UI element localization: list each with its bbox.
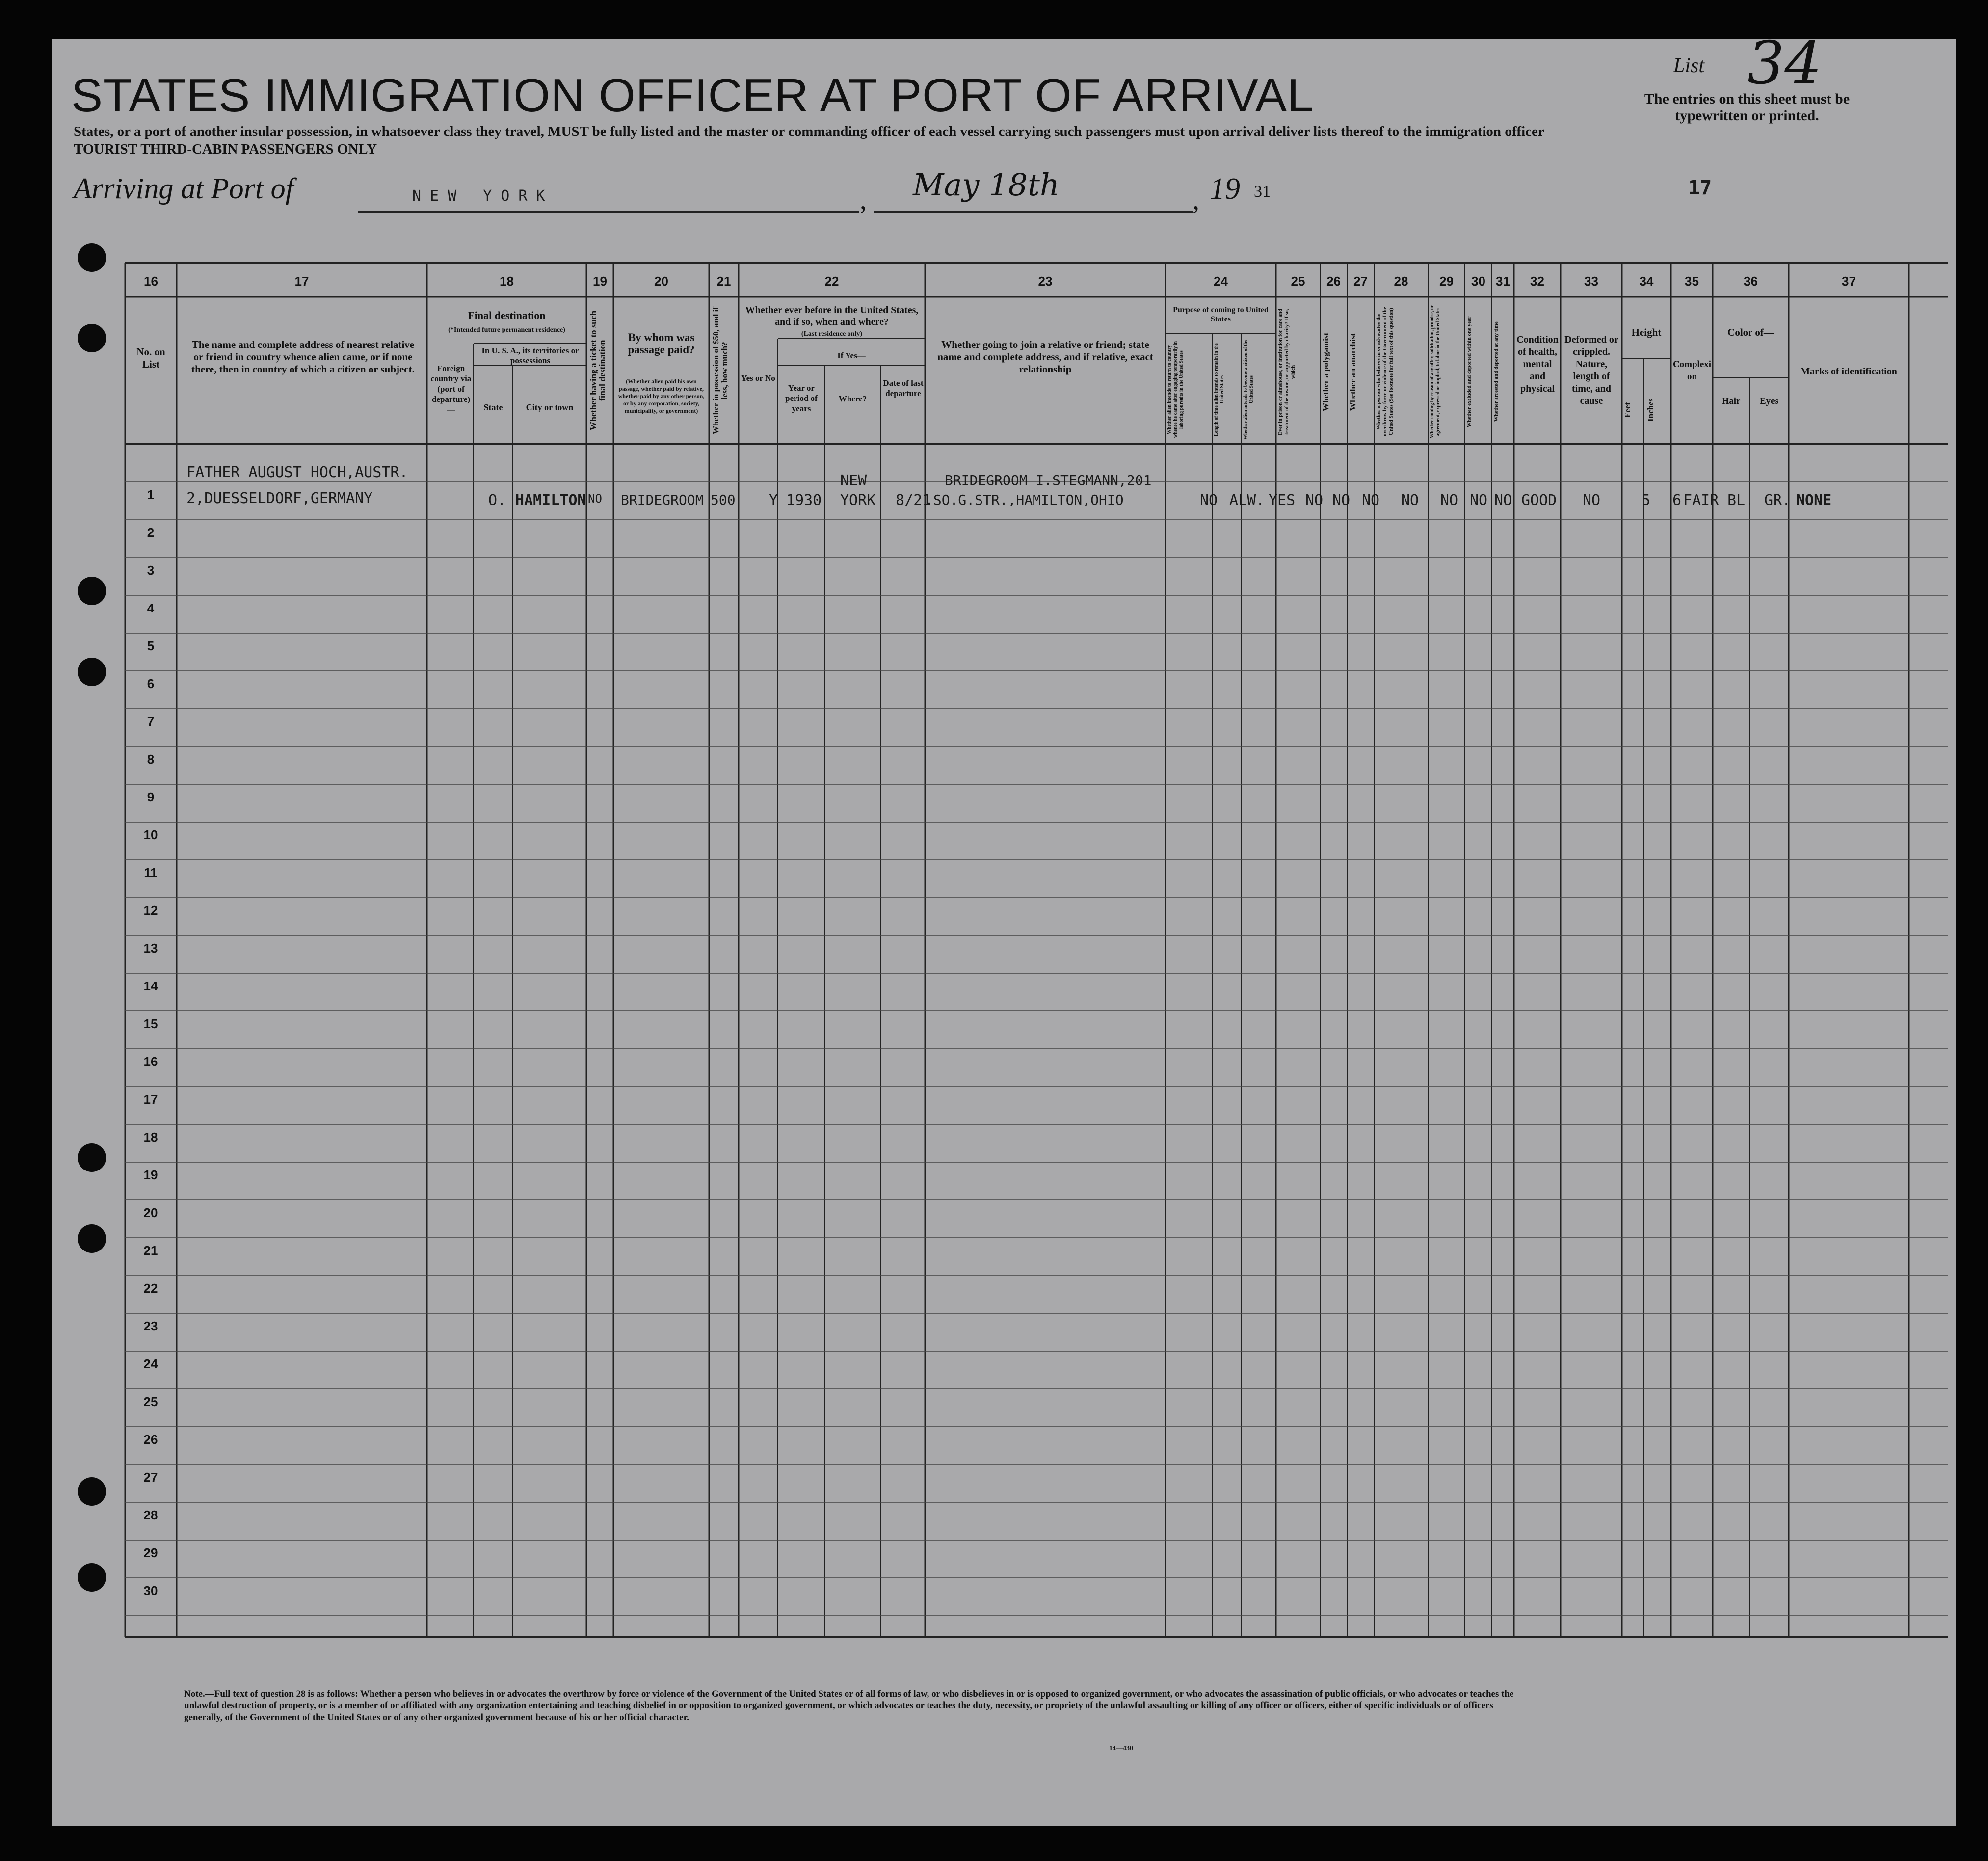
col-num-21: 21 — [716, 274, 731, 289]
col-num-37: 37 — [1842, 274, 1856, 289]
anarchist-value: NO — [1362, 492, 1380, 509]
length-value: ALW. — [1229, 492, 1265, 509]
list-note: The entries on this sheet must be typewritten or printed. — [1644, 91, 1850, 124]
join-line-2: .SO.G.STR.,HAMILTON,OHIO — [925, 492, 1124, 508]
relative-line-1: FATHER AUGUST HOCH,AUSTR. — [186, 464, 408, 481]
header-in-usa: In U. S. A., its territories or possessions — [481, 346, 579, 365]
header-city: City or town — [526, 402, 574, 412]
col-num-35: 35 — [1685, 274, 1699, 289]
complexion-value: FAIR — [1683, 492, 1719, 509]
row-number: 13 — [143, 941, 158, 956]
port-value: NEW YORK — [412, 187, 554, 205]
comma: , — [1193, 185, 1199, 215]
row-number: 19 — [143, 1168, 158, 1182]
header-join-relative: Whether going to join a relative or friend; state name and complete address, and if relative, exact relationship — [937, 339, 1153, 375]
row-number: 5 — [147, 638, 155, 653]
header-offer: Whether coming by reason of any offer, solicitation, promise, or agreement, expressed or implied, to labor in the United States — [1430, 305, 1441, 439]
col-num-29: 29 — [1439, 274, 1454, 289]
return-value: NO — [1200, 492, 1218, 509]
header-purpose: Purpose of coming to United States — [1173, 306, 1269, 323]
header-final-destination: Final destination — [468, 309, 546, 321]
row-number: 21 — [143, 1243, 158, 1258]
row-number: 1 — [147, 487, 155, 502]
ticket-value: NO — [588, 492, 602, 505]
col-num-20: 20 — [654, 274, 668, 289]
col-num-26: 26 — [1326, 274, 1341, 289]
header-ticket: Whether having a ticket to such final destination — [588, 310, 607, 431]
page-title: STATES IMMIGRATION OFFICER AT PORT OF ARRIVAL — [71, 69, 1314, 122]
row-number: 10 — [143, 827, 158, 842]
header-passage-paid: By whom was passage paid? — [628, 331, 695, 356]
header-purpose-citizen: Whether alien intends to become a citizen of the United States — [1243, 339, 1254, 440]
row-number: 29 — [143, 1545, 158, 1560]
col-num-25: 25 — [1291, 274, 1305, 289]
comma: , — [860, 185, 867, 215]
passage-paid-value: BRIDEGROOM — [621, 492, 704, 508]
header-ever-before-sub: (Last residence only) — [801, 330, 863, 338]
header-state: State — [483, 402, 503, 412]
header-deformed: Deformed or crippled. Nature, length of time, and cause — [1564, 334, 1618, 406]
row-number: 12 — [143, 903, 158, 918]
instructions-text: States, or a port of another insular possession, in whatsoever class they travel, MUST be fully listed and the master or commanding officer of each vessel carrying such passengers must upon arrival deliver lists thereof to the immigration officer — [74, 124, 1544, 139]
col-num-19: 19 — [593, 274, 607, 289]
excluded-value: NO — [1470, 492, 1488, 509]
ever-before-value: Y — [769, 492, 778, 509]
header-color: Color of— — [1727, 326, 1774, 338]
footnote: Note.—Full text of question 28 is as follows: Whether a person who believes in or advocates the overthrow by force or violence of the Government of the United States or of all forms of law, or who disbelieves in or is opposed to organized government, or who advocates the assassination of public officials, or who advocates or teaches the unlawful destruction of property, or is a member of or affiliated with any organization entertaining and teaching disbelief in or opposition to organized government, or which advocates or teaches the duty, necessity, or propriety of the unlawful assaulting or killing of any officer or officers, either of specific individuals or of officers generally, of the Government of the United States or of any other organized government because of his or her official character. — [184, 1689, 1514, 1723]
col-num-30: 30 — [1471, 274, 1485, 289]
year-suffix: 31 — [1254, 183, 1271, 201]
col-num-17: 17 — [294, 274, 309, 289]
header-purpose-length: Length of time alien intends to remain in the United States — [1214, 343, 1225, 436]
header-marks: Marks of identification — [1801, 366, 1897, 377]
sheet-number: 17 — [1688, 177, 1712, 199]
dest-state: O. — [488, 492, 506, 509]
row-number: 22 — [143, 1281, 158, 1296]
header-passage-paid-sub: (Whether alien paid his own passage, whether paid by relative, whether paid by any other person, or by any corporation, society, municipality, or government) — [618, 378, 705, 414]
hair-value: BL. — [1727, 492, 1754, 509]
col-num-34: 34 — [1639, 274, 1654, 289]
row-number: 25 — [143, 1394, 158, 1409]
health-value: GOOD — [1521, 492, 1557, 509]
header-arrested: Whether arrested and deported at any time — [1493, 321, 1499, 422]
citizen-value: YES — [1269, 492, 1296, 509]
header-health: Condition of health, mental and physical — [1516, 334, 1559, 394]
row-number: 23 — [143, 1319, 158, 1333]
col-num-22: 22 — [824, 274, 839, 289]
header-money: Whether in possession of $50, and if less, how much? — [711, 307, 729, 434]
col-num-23: 23 — [1038, 274, 1053, 289]
header-inches: Inches — [1646, 398, 1655, 422]
row-number: 27 — [143, 1470, 158, 1485]
polygamist-value: NO — [1332, 492, 1351, 509]
year-value: 1930 — [786, 492, 822, 509]
row-number: 7 — [147, 714, 155, 729]
row-number: 18 — [143, 1130, 158, 1144]
row-number: 26 — [143, 1432, 158, 1447]
header-prison: Ever in prison or almshouse, or institution for care and treatment of the insane, or supported by charity? If so, which — [1277, 308, 1296, 435]
departure-value: 8/21 — [896, 492, 931, 509]
col-num-31: 31 — [1496, 274, 1510, 289]
class-line: TOURIST THIRD-CABIN PASSENGERS ONLY — [74, 141, 377, 157]
col-num-24: 24 — [1214, 274, 1228, 289]
header-eyes: Eyes — [1760, 396, 1778, 406]
row-number: 2 — [147, 525, 155, 540]
row-number: 3 — [147, 563, 155, 578]
arrested-value: NO — [1494, 492, 1512, 509]
header-ever-before: Whether ever before in the United States, and if so, when and where? — [745, 305, 919, 327]
row-number: 24 — [143, 1356, 158, 1371]
row-number: 16 — [143, 1054, 158, 1069]
row-number: 11 — [144, 865, 158, 880]
header-polygamist: Whether a polygamist — [1321, 332, 1330, 411]
row-number: 28 — [143, 1508, 158, 1522]
header-final-destination-sub: (*Intended future permanent residence) — [448, 326, 565, 334]
where-line-1: NEW — [840, 472, 867, 489]
header-foreign-country: Foreign country via (port of departure)— — [430, 364, 472, 414]
header-anarchist: Whether an anarchist — [1348, 333, 1357, 411]
year-prefix: 19 — [1210, 172, 1240, 206]
overthrow-value: NO — [1401, 492, 1419, 509]
header-feet: Feet — [1623, 402, 1632, 418]
date-value: May 18th — [913, 167, 1060, 203]
dest-city: HAMILTON — [515, 492, 586, 509]
offer-value: NO — [1440, 492, 1458, 509]
row-number: 20 — [143, 1205, 158, 1220]
header-height: Height — [1631, 326, 1662, 338]
col-num-28: 28 — [1394, 274, 1408, 289]
row-number: 15 — [143, 1016, 158, 1031]
prison-value: NO — [1305, 492, 1324, 509]
relative-line-2: 2,DUESSELDORF,GERMANY — [186, 490, 373, 507]
col-num-16: 16 — [144, 274, 158, 289]
row-number: 4 — [147, 601, 155, 615]
where-line-2: YORK — [840, 492, 876, 509]
col-num-27: 27 — [1353, 274, 1368, 289]
header-last-departure: Date of last departure — [883, 378, 924, 398]
list-number: 34 — [1747, 29, 1822, 98]
header-no-on-list: No. on List — [136, 346, 165, 370]
feet-value: 5 — [1642, 492, 1651, 509]
money-value: 500 — [711, 492, 736, 508]
marks-value: NONE — [1796, 492, 1832, 509]
header-yes-no: Yes or No — [741, 373, 775, 383]
header-overthrow: Whether a person who believes in or advocates the overthrow by force or violence of the Government of the United States (See footnote for full text of this question) — [1376, 307, 1394, 437]
form-number: 14—430 — [1109, 1745, 1133, 1752]
row-number: 9 — [147, 790, 155, 804]
list-label: List — [1673, 54, 1705, 77]
join-line-1: BRIDEGROOM I.STEGMANN,201 — [945, 472, 1152, 488]
col-num-33: 33 — [1584, 274, 1598, 289]
row-number: 30 — [143, 1583, 158, 1598]
header-if-yes: If Yes— — [837, 351, 866, 360]
header-complexion: Complexion — [1672, 359, 1712, 382]
row-number: 8 — [147, 752, 155, 767]
deformed-value: NO — [1583, 492, 1601, 509]
row-number: 17 — [143, 1092, 158, 1107]
arriving-label: Arriving at Port of — [74, 172, 294, 205]
row-number: 6 — [147, 676, 155, 691]
header-hair: Hair — [1722, 396, 1741, 406]
header-purpose-return: Whether alien intends to return to country whence he came after engaging temporarily in laboring pursuits in the United States — [1167, 341, 1184, 438]
col-num-36: 36 — [1744, 274, 1758, 289]
inches-value: 6 — [1672, 492, 1682, 509]
col-num-32: 32 — [1530, 274, 1544, 289]
header-excluded: Whether excluded and deported within one year — [1466, 316, 1472, 427]
eyes-value: GR. — [1764, 492, 1791, 509]
header-relative: The name and complete address of nearest relative or friend in country whence alien came, or if none there, then in country of which a citizen or subject. — [191, 339, 415, 375]
row-number: 14 — [143, 979, 158, 993]
header-where: Where? — [838, 394, 867, 403]
header-year: Year or period of years — [785, 383, 818, 413]
col-num-18: 18 — [500, 274, 514, 289]
